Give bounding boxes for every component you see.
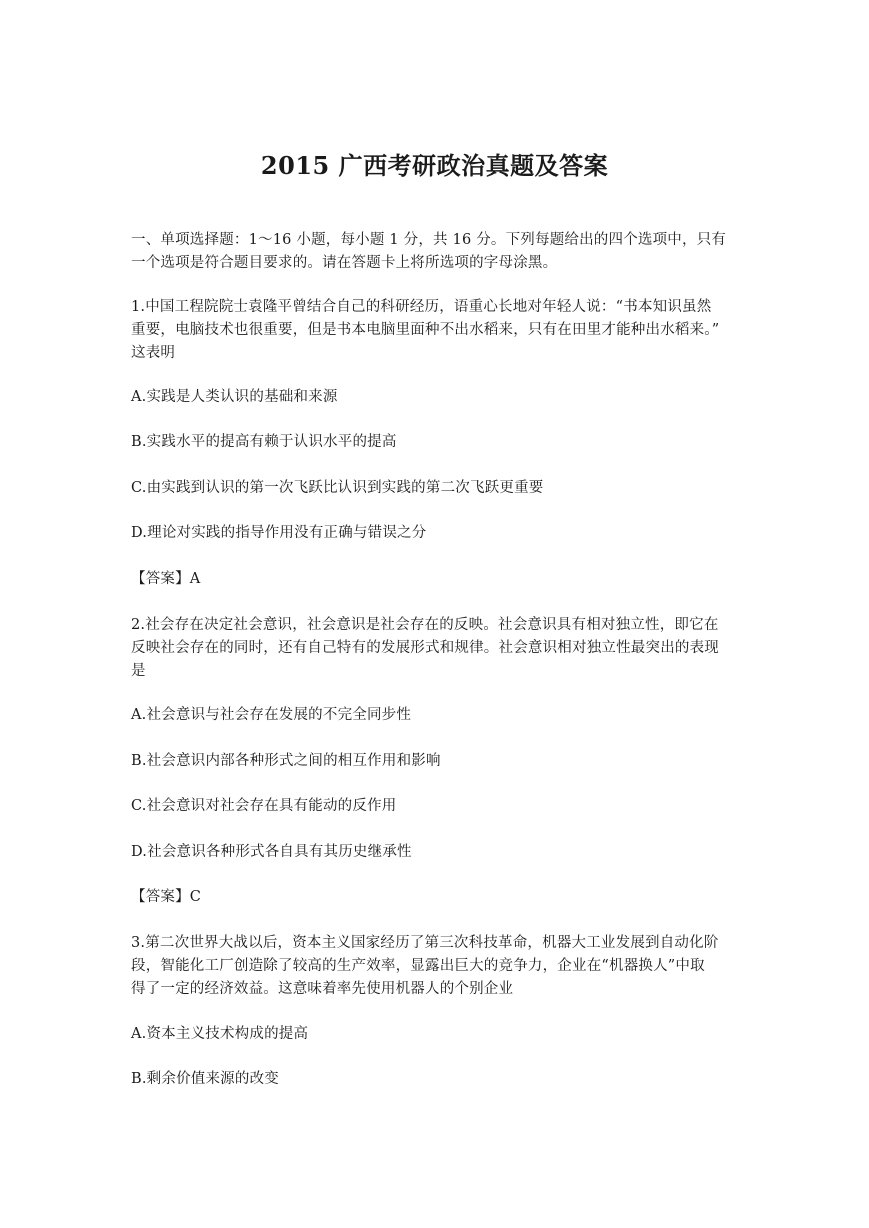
question-1-option-a: A.实践是人类认识的基础和来源 [131,389,338,405]
instructions-line: 一、单项选择题：1～16 小题，每小题 1 分，共 16 分。下列每题给出的四个选项中，只有 [131,232,727,248]
question-2-answer: 【答案】C [131,889,202,905]
question-1-answer: 【答案】A [131,571,201,587]
instructions [131,229,741,275]
question-2-stem [131,614,741,683]
question-stem-line: 重要，电脑技术也很重要，但是书本电脑里面种不出水稻来，只有在田里才能种出水稻来。” [131,322,720,338]
question-1-option-d: D.理论对实践的指导作用没有正确与错误之分 [131,525,427,541]
question-3-option-b: B.剩余价值来源的改变 [131,1071,279,1087]
question-stem-line: 1.中国工程院院士袁隆平曾结合自己的科研经历，语重心长地对年轻人说：“书本知识虽然 [131,299,712,315]
question-2-option-b: B.社会意识内部各种形式之间的相互作用和影响 [131,753,441,769]
question-stem-line: 3.第二次世界大战以后，资本主义国家经历了第三次科技革命，机器大工业发展到自动化阶 [131,935,719,951]
question-1-option-c: C.由实践到认识的第一次飞跃比认识到实践的第二次飞跃更重要 [131,480,544,496]
question-2-option-a: A.社会意识与社会存在发展的不完全同步性 [131,707,412,723]
question-1-option-b: B.实践水平的提高有赖于认识水平的提高 [131,434,397,450]
question-2-option-d: D.社会意识各种形式各自具有其历史继承性 [131,844,412,860]
instructions-line: 一个选项是符合题目要求的。请在答题卡上将所选项的字母涂黑。 [131,255,558,271]
question-3-option-a: A.资本主义技术构成的提高 [131,1026,309,1042]
question-stem-line: 得了一定的经济效益。这意味着率先使用机器人的个别企业 [131,981,514,997]
question-1-stem [131,296,741,365]
question-stem-line: 2.社会存在决定社会意识，社会意识是社会存在的反映。社会意识具有相对独立性，即它在 [131,617,719,633]
question-stem-line: 这表明 [131,345,176,361]
question-stem-line: 段，智能化工厂创造除了较高的生产效率，显露出巨大的竞争力，企业在“机器换人”中取 [131,958,705,974]
question-stem-line: 是 [131,663,146,679]
page-title: 2015 广西考研政治真题及答案 [260,151,609,180]
question-stem-line: 反映社会存在的同时，还有自己特有的发展形式和规律。社会意识相对独立性最突出的表现 [131,640,719,656]
question-2-option-c: C.社会意识对社会存在具有能动的反作用 [131,798,397,814]
question-3-stem [131,932,741,1001]
